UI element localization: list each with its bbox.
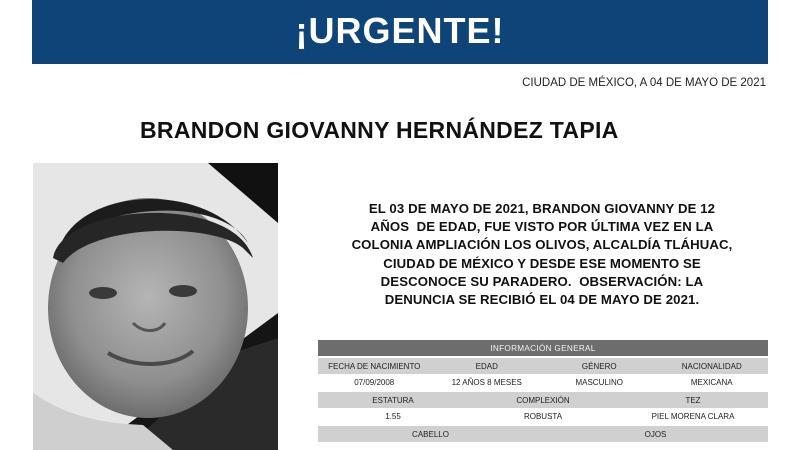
description-line: DENUNCIA SE RECIBIÓ EL 04 DE MAYO DE 2021. [384,292,700,308]
value-age: 12 AÑOS 8 MESES [451,377,522,387]
value-gender: MASCULINO [575,377,624,387]
label-height: ESTATURA [372,395,414,405]
general-info-table [318,340,768,442]
description-line: EL 03 DE MAYO DE 2021, BRANDON GIOVANNY DE 12 [368,201,716,216]
description-line: AÑOS DE EDAD, FUE VISTO POR ÚLTIMA VEZ EN LA [370,219,714,235]
banner-title: ¡URGENTE! [295,10,505,51]
place-date: CIUDAD DE MÉXICO, A 04 DE MAYO DE 2021 [522,77,766,89]
info-value-row [318,408,768,424]
description-line: DESCONOCE SU PARADERO. OBSERVACIÓN: LA [380,273,704,289]
label-build: COMPLEXIÓN [516,395,570,405]
description-line: COLONIA AMPLIACIÓN LOS OLIVOS, ALCALDÍA TLÁHUAC, [351,237,733,253]
label-hair: CABELLO [412,429,449,439]
label-nationality: NACIONALIDAD [681,361,742,371]
info-label-row [318,358,768,374]
value-birth-date: 07/09/2008 [354,377,395,387]
label-birth-date: FECHA DE NACIMIENTO [328,361,421,371]
photo-image [33,163,278,450]
info-label-row [318,392,768,408]
info-value-row [318,374,768,390]
missing-person-name: BRANDON GIOVANNY HERNÁNDEZ TAPIA [140,117,619,143]
alert-banner [32,0,768,64]
description-line: CIUDAD DE MÉXICO Y DESDE ESE MOMENTO SE [383,255,701,271]
disappearance-description [316,200,768,309]
info-table-header: INFORMACIÓN GENERAL [318,340,768,356]
label-complexion: TEZ [685,395,701,405]
label-eyes: OJOS [644,429,667,439]
info-label-row [318,426,768,442]
value-complexion: PIEL MORENA CLARA [651,411,735,421]
missing-person-photo [33,163,278,450]
label-gender: GÉNERO [581,361,617,371]
value-nationality: MEXICANA [690,377,733,387]
value-height: 1.55 [385,411,401,421]
label-age: EDAD [475,361,498,371]
value-build: ROBUSTA [523,411,563,421]
